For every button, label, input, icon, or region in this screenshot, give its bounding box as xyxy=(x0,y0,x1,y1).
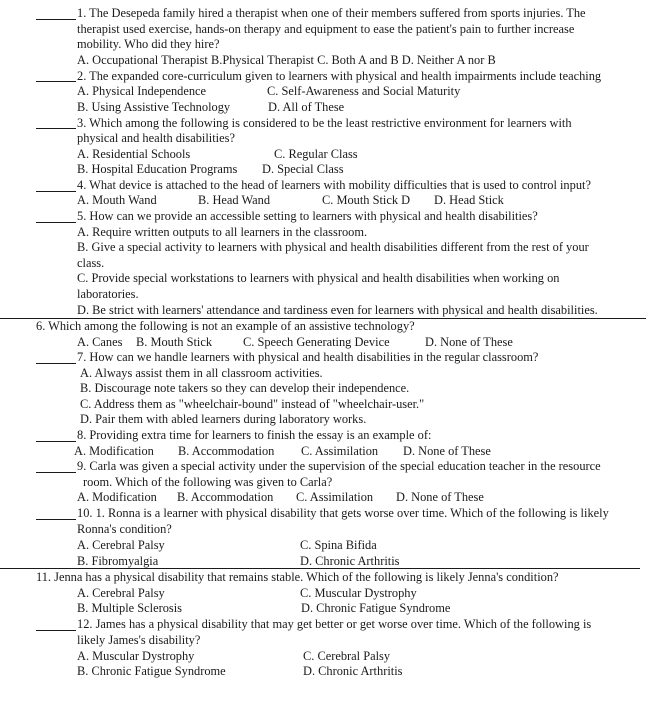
question-12-choice-c: C. Cerebral Palsy xyxy=(303,649,391,663)
question-9-line-1: 9. Carla was given a special activity under the supervision of the special education teacher in the resource xyxy=(77,459,601,473)
question-7-choice-d: D. Pair them with abled learners during laboratory works. xyxy=(80,412,367,426)
question-7-choice-c: C. Address them as "wheelchair-bound" instead of "wheelchair-user." xyxy=(80,397,425,411)
question-9-choice-a: A. Modification xyxy=(77,490,157,504)
question-12-line-1: 12. James has a physical disability that may get better or get worse over time. Which of the following is xyxy=(77,617,592,631)
question-6-choice-b: B. Mouth Stick xyxy=(136,335,213,349)
question-10-choice-d: D. Chronic Arthritis xyxy=(300,554,400,568)
answer-blank-9[interactable] xyxy=(36,472,76,473)
question-5-choice-c-line-2: laboratories. xyxy=(77,287,139,301)
question-5-choice-a: A. Require written outputs to all learners in the classroom. xyxy=(77,225,368,239)
question-12-line-2: likely James's disability? xyxy=(77,633,201,647)
section-divider-2 xyxy=(0,568,640,569)
question-9-choice-d: D. None of These xyxy=(396,490,484,504)
answer-blank-12[interactable] xyxy=(36,630,76,631)
question-2-choice-c: C. Self-Awareness and Social Maturity xyxy=(267,84,461,98)
question-7-line-1: 7. How can we handle learners with physical and health disabilities in the regular classroom? xyxy=(77,350,539,364)
question-12-choice-b: B. Chronic Fatigue Syndrome xyxy=(77,664,226,678)
question-3-choice-a: A. Residential Schools xyxy=(77,147,191,161)
answer-blank-4[interactable] xyxy=(36,191,76,192)
question-3-choice-d: D. Special Class xyxy=(262,162,344,176)
question-2-choice-a: A. Physical Independence xyxy=(77,84,207,98)
question-5-line-1: 5. How can we provide an accessible setting to learners with physical and health disabilities? xyxy=(77,209,538,223)
question-5-choice-c-line-1: C. Provide special workstations to learners with physical and health disabilities when working on xyxy=(77,271,560,285)
question-7-choice-a: A. Always assist them in all classroom activities. xyxy=(80,366,323,380)
answer-blank-3[interactable] xyxy=(36,128,76,129)
question-1-line-3: mobility. Who did they hire? xyxy=(77,37,220,51)
question-10-choice-c: C. Spina Bifida xyxy=(300,538,377,552)
question-6-choice-a: A. Canes xyxy=(77,335,123,349)
question-10-line-2: Ronna's condition? xyxy=(77,522,172,536)
question-8-line-1: 8. Providing extra time for learners to finish the essay is an example of: xyxy=(77,428,432,442)
answer-blank-1[interactable] xyxy=(36,19,76,20)
question-8-choice-b: B. Accommodation xyxy=(178,444,275,458)
question-4-line-1: 4. What device is attached to the head of learners with mobility difficulties that is used to control input? xyxy=(77,178,591,192)
question-1-line-1: 1. The Desepeda family hired a therapist when one of their members suffered from sports injuries. The xyxy=(77,6,586,20)
question-5-choice-d: D. Be strict with learners' attendance and tardiness even for learners with physical and health disabilities. xyxy=(77,303,598,317)
question-10-choice-b: B. Fibromyalgia xyxy=(77,554,159,568)
question-2-line-1: 2. The expanded core-curriculum given to learners with physical and health impairments include teaching xyxy=(77,69,602,83)
question-2-choice-d: D. All of These xyxy=(268,100,345,114)
question-3-choice-c: C. Regular Class xyxy=(274,147,358,161)
question-3-choice-b: B. Hospital Education Programs xyxy=(77,162,238,176)
question-8-choice-d: D. None of These xyxy=(403,444,491,458)
question-12-choice-d: D. Chronic Arthritis xyxy=(303,664,403,678)
question-4-choice-b: B. Head Wand xyxy=(198,193,271,207)
answer-blank-5[interactable] xyxy=(36,222,76,223)
answer-blank-2[interactable] xyxy=(36,81,76,82)
question-11-choice-d: D. Chronic Fatigue Syndrome xyxy=(301,601,451,615)
question-4-choice-c: C. Mouth Stick D xyxy=(322,193,411,207)
question-6-line-1: 6. Which among the following is not an example of an assistive technology? xyxy=(36,319,415,333)
question-1-choices: A. Occupational Therapist B.Physical Therapist C. Both A and B D. Neither A nor B xyxy=(77,53,496,67)
question-11-choice-a: A. Cerebral Palsy xyxy=(77,586,165,600)
question-11-line-1: 11. Jenna has a physical disability that remains stable. Which of the following is likely Jenna's condition? xyxy=(36,570,559,584)
question-3-line-2: physical and health disabilities? xyxy=(77,131,235,145)
question-8-choice-a: A. Modification xyxy=(74,444,154,458)
question-7-choice-b: B. Discourage note takers so they can develop their independence. xyxy=(80,381,410,395)
answer-blank-7[interactable] xyxy=(36,363,76,364)
question-11-choice-c: C. Muscular Dystrophy xyxy=(300,586,417,600)
question-4-choice-a: A. Mouth Wand xyxy=(77,193,157,207)
question-6-choice-c: C. Speech Generating Device xyxy=(243,335,390,349)
question-8-choice-c: C. Assimilation xyxy=(301,444,379,458)
question-10-line-1: 10. 1. Ronna is a learner with physical disability that gets worse over time. Which of the following is likely xyxy=(77,506,609,520)
question-5-choice-b-line-1: B. Give a special activity to learners with physical and health disabilities different from the rest of your xyxy=(77,240,589,254)
question-9-choice-b: B. Accommodation xyxy=(177,490,274,504)
question-10-choice-a: A. Cerebral Palsy xyxy=(77,538,165,552)
question-9-line-2: room. Which of the following was given to Carla? xyxy=(83,475,333,489)
question-6-choice-d: D. None of These xyxy=(425,335,513,349)
question-5-choice-b-line-2: class. xyxy=(77,256,105,270)
question-3-line-1: 3. Which among the following is considered to be the least restrictive environment for learners with xyxy=(77,116,572,130)
question-12-choice-a: A. Muscular Dystrophy xyxy=(77,649,195,663)
question-2-choice-b: B. Using Assistive Technology xyxy=(77,100,231,114)
question-11-choice-b: B. Multiple Sclerosis xyxy=(77,601,182,615)
question-1-line-2: therapist used exercise, hands-on therapy and equipment to ease the patient's pain to further increase xyxy=(77,22,575,36)
question-9-choice-c: C. Assimilation xyxy=(296,490,374,504)
question-4-choice-d: D. Head Stick xyxy=(434,193,504,207)
answer-blank-8[interactable] xyxy=(36,441,76,442)
answer-blank-10[interactable] xyxy=(36,519,76,520)
